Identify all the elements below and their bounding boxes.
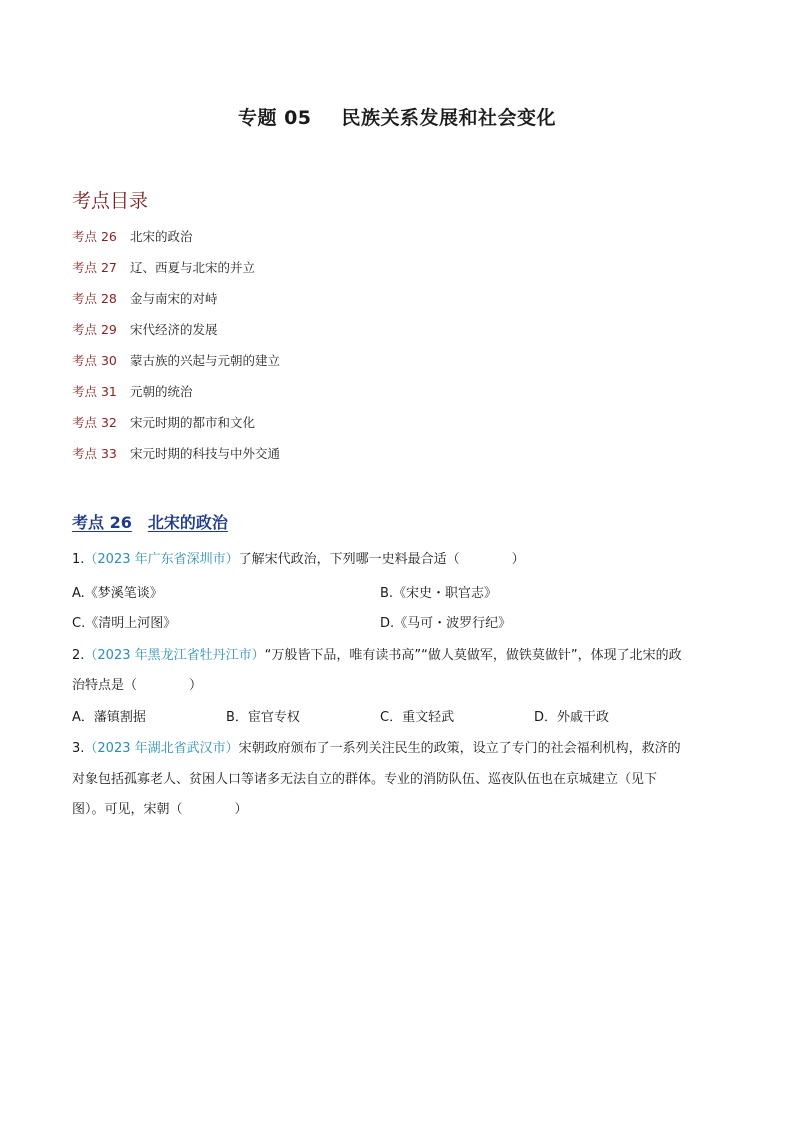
- toc-heading: 考点目录: [72, 190, 149, 212]
- question-2-stem-cont: 治特点是（ ）: [72, 678, 203, 693]
- q1-option-d[interactable]: D.《马可・波罗行纪》: [380, 616, 512, 631]
- toc-code: 考点 32: [72, 415, 117, 430]
- toc-code: 考点 28: [72, 291, 117, 306]
- toc-code: 考点 26: [72, 229, 117, 244]
- question-3-stem-cont: 对象包括孤寡老人、贫困人口等诸多无法自立的群体。专业的消防队伍、巡夜队伍也在京城建立（见下: [72, 772, 658, 787]
- toc-code: 考点 29: [72, 322, 117, 337]
- question-number: 2.: [72, 648, 85, 663]
- question-1-stem: [72, 548, 727, 567]
- q1-option-c[interactable]: C.《清明上河图》: [72, 616, 177, 631]
- toc-label: 宋元时期的科技与中外交通: [130, 446, 281, 461]
- page-title: [0, 103, 794, 130]
- question-text: 了解宋代政治，下列哪一史料最合适（ ）: [238, 552, 525, 567]
- question-2-stem: [72, 644, 727, 663]
- toc-label: 元朝的统治: [130, 384, 193, 399]
- section-label: 北宋的政治: [147, 513, 228, 532]
- toc-label: 辽、西夏与北宋的并立: [130, 260, 256, 275]
- toc-item[interactable]: [72, 351, 280, 382]
- question-3-stem: [72, 737, 727, 756]
- q2-option-b[interactable]: B．宦官专权: [226, 710, 300, 725]
- toc-code: 考点 30: [72, 353, 117, 368]
- toc-label: 蒙古族的兴起与元朝的建立: [130, 353, 281, 368]
- toc-code: 考点 31: [72, 384, 117, 399]
- question-3-stem-cont: 图）。可见，宋朝（ ）: [72, 802, 248, 817]
- question-text: “万般皆下品，唯有读书高”“做人莫做军，做铁莫做针”，体现了北宋的政: [264, 648, 682, 663]
- topic-title: 民族关系发展和社会变化: [341, 107, 557, 129]
- toc-label: 金与南宋的对峙: [130, 291, 218, 306]
- toc-item[interactable]: [72, 258, 280, 289]
- q2-option-c[interactable]: C．重文轻武: [380, 710, 455, 725]
- toc-label: 宋元时期的都市和文化: [130, 415, 256, 430]
- toc-list: [72, 227, 280, 475]
- question-number: 3.: [72, 741, 85, 756]
- toc-label: 北宋的政治: [130, 229, 193, 244]
- question-source: （2023 年湖北省武汉市）: [84, 741, 239, 756]
- q1-option-b[interactable]: B.《宋史・职官志》: [380, 586, 498, 601]
- toc-code: 考点 27: [72, 260, 117, 275]
- question-source: （2023 年黑龙江省牡丹江市）: [84, 648, 265, 663]
- section-heading: [72, 510, 228, 533]
- q2-option-a[interactable]: A．藩镇割据: [72, 710, 146, 725]
- toc-item[interactable]: [72, 289, 280, 320]
- q2-option-d[interactable]: D．外戚干政: [534, 710, 610, 725]
- section-code: 考点 26: [72, 513, 132, 532]
- toc-item[interactable]: [72, 382, 280, 413]
- toc-item[interactable]: [72, 444, 280, 475]
- toc-item[interactable]: [72, 227, 280, 258]
- q1-option-a[interactable]: A.《梦溪笔谈》: [72, 586, 163, 601]
- topic-number: 专题 05: [237, 107, 312, 129]
- question-text: 宋朝政府颁布了一系列关注民生的政策，设立了专门的社会福利机构，救济的: [238, 741, 681, 756]
- toc-label: 宋代经济的发展: [130, 322, 218, 337]
- toc-item[interactable]: [72, 413, 280, 444]
- toc-code: 考点 33: [72, 446, 117, 461]
- question-source: （2023 年广东省深圳市）: [84, 552, 239, 567]
- question-number: 1.: [72, 552, 85, 567]
- toc-item[interactable]: [72, 320, 280, 351]
